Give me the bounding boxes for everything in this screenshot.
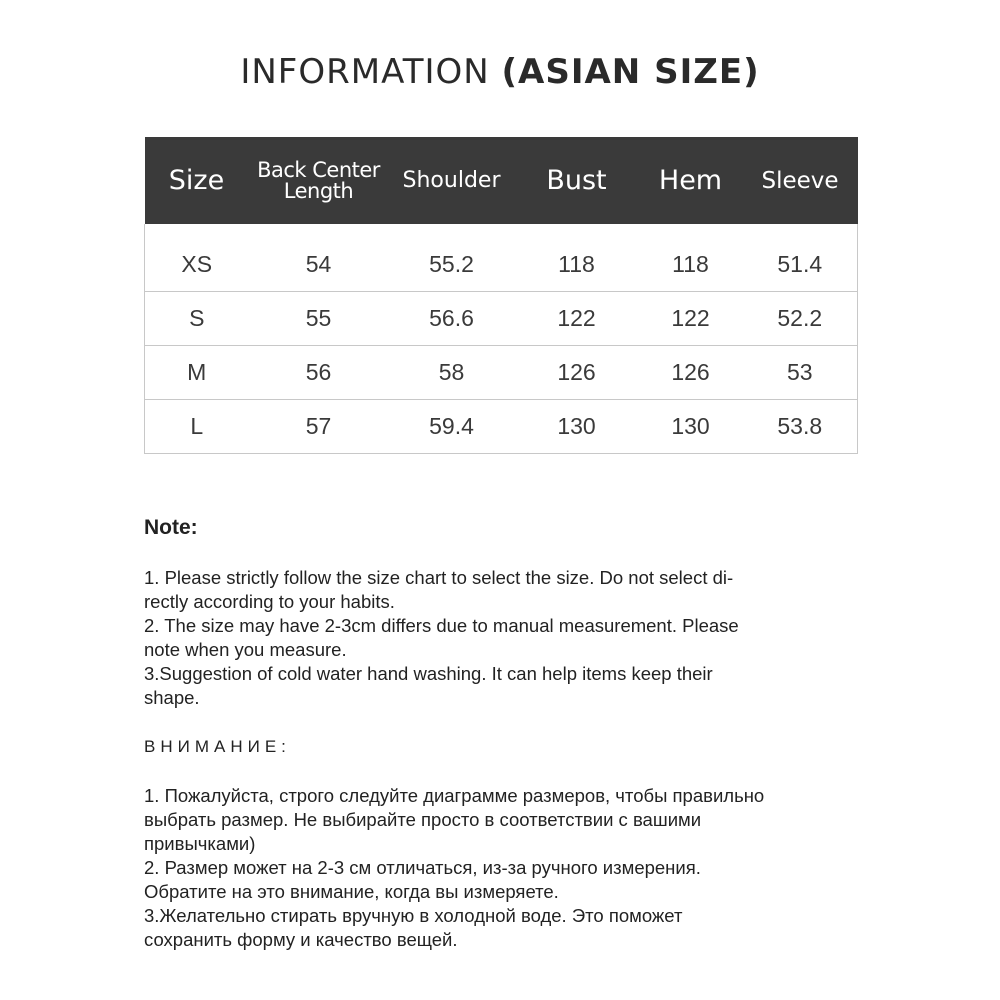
cell-sleeve: 53.8 [743, 400, 858, 454]
cell-shoulder: 59.4 [389, 400, 515, 454]
table-row [145, 292, 858, 346]
cell-hem: 118 [639, 238, 743, 292]
table-row [145, 346, 858, 400]
table-row [145, 238, 858, 292]
cell-size: M [145, 346, 249, 400]
header-hem: Hem [658, 165, 723, 196]
cell-back-center-length: 54 [249, 238, 389, 292]
cell-back-center-length: 56 [249, 346, 389, 400]
cell-sleeve: 53 [743, 346, 858, 400]
size-chart-table [144, 137, 858, 454]
ru-note-text: 1. Пожалуйста, строго следуйте диаграмме размеров, чтобы правильно выбрать размер. Не выбирайте просто в соответствии с вашими привычками) 2. Размер может на 2-3 см отличаться, из-за ручного измерения. Обратите на это внимание, когда вы измеряете. 3.Желательно стирать вручную в холодной воде. Это поможет сохранить форму и качество вещей. [144, 785, 765, 950]
note-heading: Note: [144, 516, 198, 539]
ru-note-heading: ВНИМАНИЕ: [144, 737, 291, 756]
header-back-center-line1: Back Center [257, 157, 380, 182]
header-bust: Bust [546, 165, 607, 196]
header-shoulder: Shoulder [402, 168, 501, 193]
page-title-emphasis: (ASIAN SIZE) [501, 52, 760, 92]
header-size: Size [168, 165, 225, 196]
cell-size: S [145, 292, 249, 346]
table-spacer [145, 224, 858, 238]
page-title-main: INFORMATION [240, 52, 502, 92]
header-back-center-line2: Length [283, 178, 354, 203]
cell-back-center-length: 55 [249, 292, 389, 346]
header-sleeve: Sleeve [761, 167, 839, 194]
cell-sleeve: 51.4 [743, 238, 858, 292]
cell-hem: 126 [639, 346, 743, 400]
cell-hem: 130 [639, 400, 743, 454]
cell-bust: 122 [515, 292, 639, 346]
table-header-row [145, 137, 858, 224]
cell-shoulder: 56.6 [389, 292, 515, 346]
cell-bust: 130 [515, 400, 639, 454]
cell-shoulder: 58 [389, 346, 515, 400]
cell-sleeve: 52.2 [743, 292, 858, 346]
cell-bust: 126 [515, 346, 639, 400]
cell-shoulder: 55.2 [389, 238, 515, 292]
cell-size: L [145, 400, 249, 454]
page-title [0, 52, 1000, 92]
cell-size: XS [145, 238, 249, 292]
cell-bust: 118 [515, 238, 639, 292]
table-row [145, 400, 858, 454]
header-back-center-length [249, 137, 389, 224]
cell-back-center-length: 57 [249, 400, 389, 454]
note-text: 1. Please strictly follow the size chart to select the size. Do not select di- rectly according to your habits. 2. The size may have 2-3cm differs due to manual measurement. Please note when you measure. 3.Suggestion of cold water hand washing. It can help items keep their shape. [144, 567, 739, 708]
cell-hem: 122 [639, 292, 743, 346]
